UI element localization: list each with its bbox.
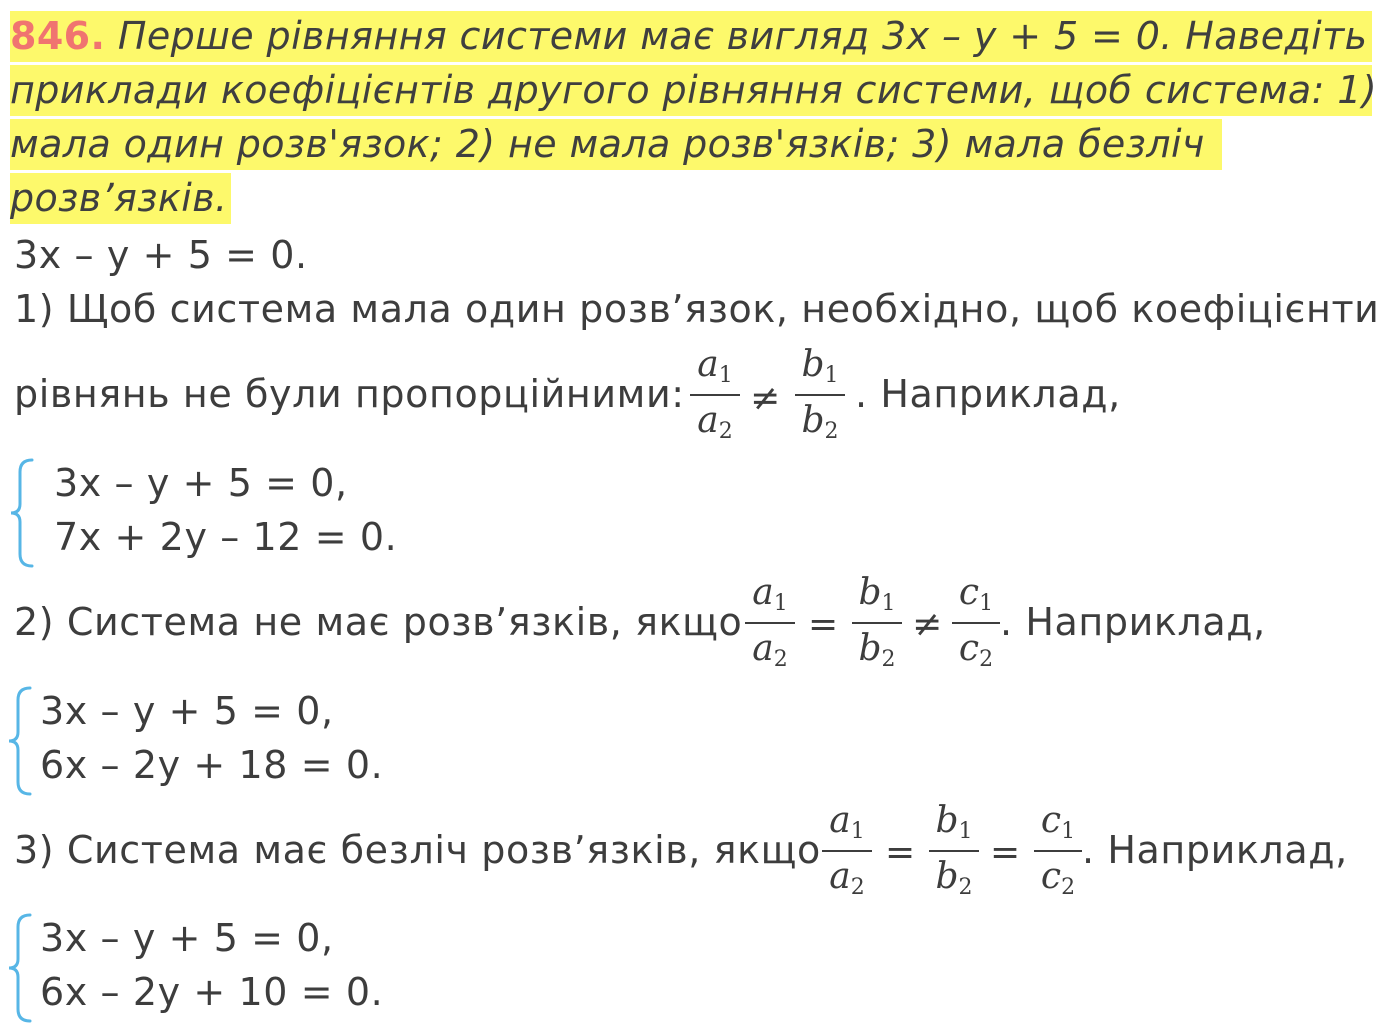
part3-system <box>40 911 383 1019</box>
task-number: 846. <box>10 14 106 58</box>
task-text-1: Перше рівняння системи має вигляд 3x – y + 5 = 0. Наведіть <box>117 14 1368 58</box>
part1-system-eq1: 3x – y + 5 = 0, <box>54 461 348 505</box>
part2-system-eq2: 6x – 2y + 18 = 0. <box>40 743 384 787</box>
fraction-bar <box>745 622 795 624</box>
part2-system-brace <box>4 684 34 798</box>
part2-fraction-a: $a_1$ $a_2$ <box>745 572 795 672</box>
part2-op-neq: ≠ <box>912 604 943 645</box>
fraction-bar <box>1034 850 1082 852</box>
fraction-bar <box>929 850 979 852</box>
fraction-bar <box>822 850 872 852</box>
task-text-3: мала один розв'язок; 2) не мала розв'язків; 3) мала безліч <box>10 122 1205 166</box>
part3-before: 3) Система має безліч розв’язків, якщо <box>14 828 821 872</box>
task-text-2: приклади коефіцієнтів другого рівняння системи, щоб система: 1) <box>10 68 1378 112</box>
part2-fraction-c: $c_1$ $c_2$ <box>952 572 1000 672</box>
part3-system-eq1: 3x – y + 5 = 0, <box>40 916 334 960</box>
part3-after: . Наприклад, <box>1082 828 1348 872</box>
part1-system-eq2: 7x + 2y – 12 = 0. <box>54 515 398 559</box>
part1-fraction-a: $a_1$ $a_2$ <box>690 344 740 444</box>
fraction-bar <box>690 394 740 396</box>
task-text-4: розв’язків. <box>10 176 228 220</box>
part1-op-neq: ≠ <box>750 378 781 419</box>
task-line-3 <box>10 119 1222 170</box>
part2-after: . Наприклад, <box>1000 600 1266 644</box>
part3-op-eq2: = <box>990 832 1021 873</box>
part1-fraction-b: $b_1$ $b_2$ <box>795 344 845 444</box>
part2-system <box>40 684 383 792</box>
part2-fraction-b: $b_1$ $b_2$ <box>852 572 902 672</box>
part1-line1: 1) Щоб система мала один розв’язок, необхідно, щоб коефіцієнти <box>14 287 1380 331</box>
task-line-4 <box>10 173 231 224</box>
part3-system-brace <box>4 911 34 1025</box>
part1-system-brace <box>6 456 36 570</box>
part3-fraction-b: $b_1$ $b_2$ <box>929 800 979 900</box>
task-line-2 <box>10 65 1378 116</box>
part3-fraction-c: $c_1$ $c_2$ <box>1034 800 1082 900</box>
part2-system-eq1: 3x – y + 5 = 0, <box>40 689 334 733</box>
part1-line2-before: рівнянь не були пропорційними: <box>14 372 685 416</box>
part3-system-eq2: 6x – 2y + 10 = 0. <box>40 970 384 1014</box>
fraction-bar <box>795 394 845 396</box>
given-equation: 3x – y + 5 = 0. <box>14 233 308 277</box>
fraction-bar <box>852 622 902 624</box>
part3-fraction-a: $a_1$ $a_2$ <box>822 800 872 900</box>
part1-line2-after: . Наприклад, <box>855 372 1121 416</box>
part2-op-eq: = <box>808 604 839 645</box>
part2-before: 2) Система не має розв’язків, якщо <box>14 600 743 644</box>
part3-op-eq1: = <box>885 832 916 873</box>
part1-system <box>54 456 397 564</box>
task-line-1 <box>10 11 1372 62</box>
fraction-bar <box>952 622 1000 624</box>
